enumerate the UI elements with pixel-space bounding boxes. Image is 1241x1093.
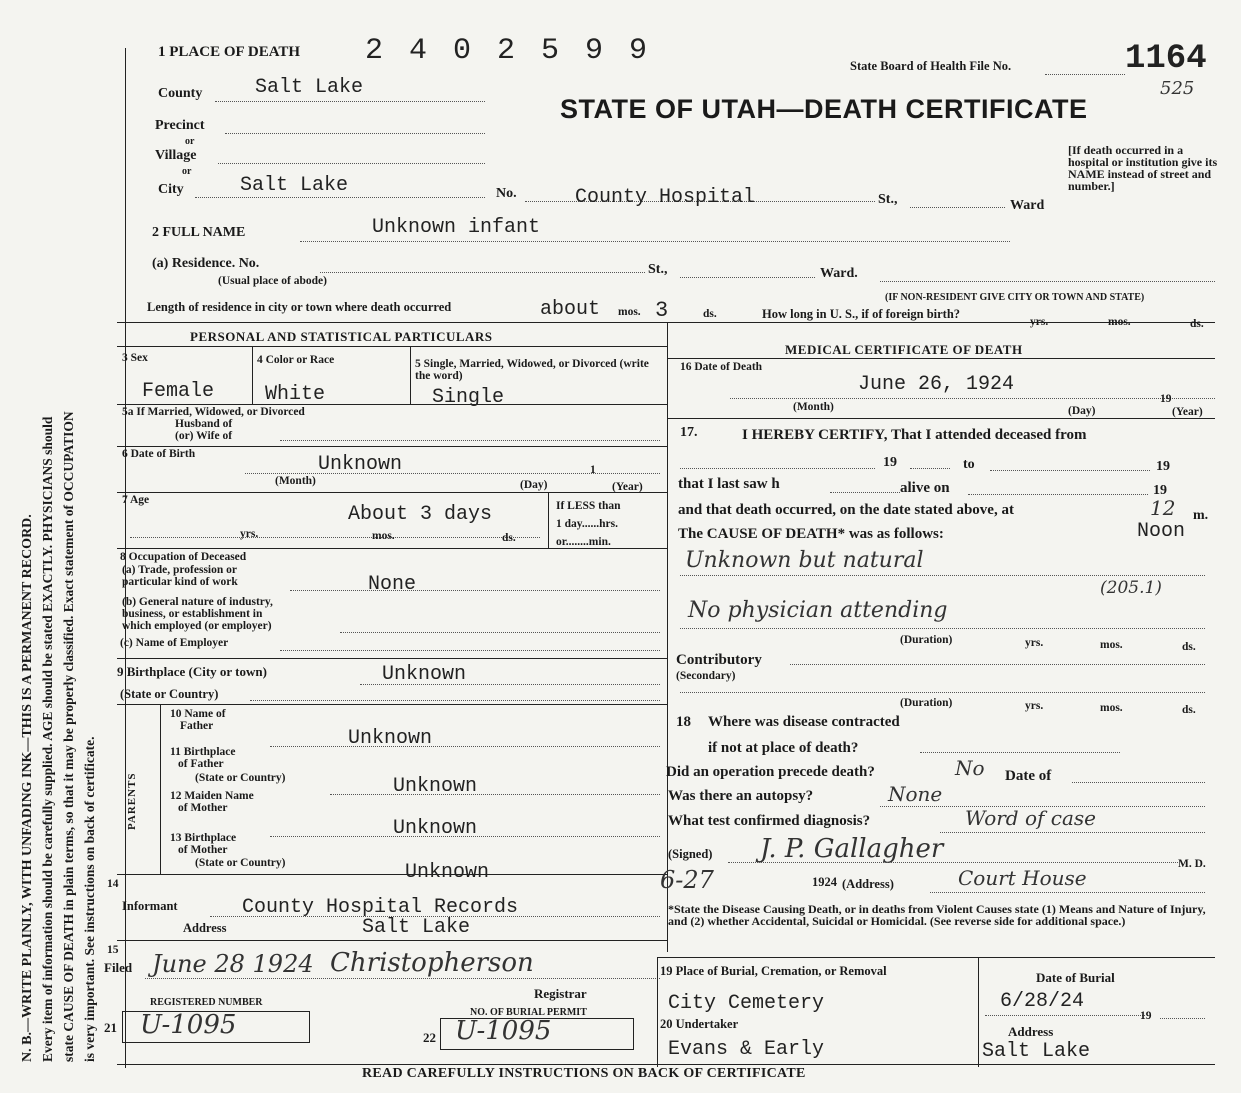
place-of-death-label: 1 PLACE OF DEATH	[158, 44, 301, 60]
signature-date: 6-27	[660, 866, 714, 894]
st-label: St.,	[878, 192, 898, 207]
ward-label: Ward	[1010, 198, 1045, 213]
cause-code: (205.1)	[1100, 578, 1162, 598]
burial-place-value: City Cemetery	[668, 992, 825, 1015]
age-label: 7 Age	[122, 494, 150, 506]
hospital-value: County Hospital	[575, 186, 756, 209]
undertaker-label: 20 Undertaker	[660, 1017, 739, 1031]
color-label: 4 Color or Race	[257, 354, 335, 366]
date-of-death-value: June 26, 1924	[858, 373, 1015, 396]
age-value: About 3 days	[348, 503, 493, 526]
autopsy-label: Was there an autopsy?	[668, 788, 814, 804]
mother-value: Unknown	[393, 817, 478, 840]
autopsy-value: None	[888, 782, 943, 806]
undertaker-address: Salt Lake	[982, 1040, 1091, 1063]
physician-signature: J. P. Gallagher	[760, 834, 944, 864]
registrar-signature: Christopherson	[330, 948, 534, 978]
city-value: Salt Lake	[240, 174, 349, 197]
dob-value: Unknown	[318, 453, 403, 476]
burial-date-value: 6/28/24	[1000, 990, 1085, 1013]
residence-length-value: about	[540, 298, 601, 321]
disease-contracted-label: Where was disease contracted	[708, 714, 900, 730]
color-value: White	[265, 383, 326, 406]
burial-date-label: Date of Burial	[1036, 970, 1115, 985]
cause-footnote: *State the Disease Causing Death, or in deaths from Violent Causes state (1) Means and Nature of Injury, and (2) whether Accidental, Suicidal or Homicidal. (See reverse side for additional space.)	[668, 902, 1206, 928]
filed-label: Filed	[104, 960, 133, 975]
test-label: What test confirmed diagnosis?	[668, 813, 871, 829]
parents-label: PARENTS	[126, 772, 138, 830]
date-of-death-label: 16 Date of Death	[680, 361, 763, 373]
informant-address-label: Address	[183, 921, 227, 935]
operation-label: Did an operation precede death?	[666, 764, 875, 780]
birthplace-label: 9 Birthplace (City or town)	[117, 664, 267, 679]
file-no: 1164	[1125, 40, 1207, 78]
full-name-label: 2 FULL NAME	[152, 225, 246, 240]
residence-label: (a) Residence. No.	[152, 256, 260, 271]
stamp-number: 2 4 0 2 5 9 9	[365, 34, 652, 68]
death-hour: 12	[1150, 496, 1176, 520]
certify-line-1: I HEREBY CERTIFY, That I attended deceased from	[742, 427, 1087, 443]
city-label: City	[158, 182, 184, 197]
death-time-noon: Noon	[1137, 520, 1186, 543]
sex-value: Female	[142, 380, 215, 403]
test-value: Word of case	[965, 806, 1096, 830]
mother-birthplace-value: Unknown	[405, 861, 490, 884]
footer-instructions: READ CAREFULLY INSTRUCTIONS ON BACK OF CERTIFICATE	[362, 1066, 806, 1081]
side-note-4: is very important. See instructions on back of certificate.	[82, 736, 97, 1062]
physician-address: Court House	[958, 866, 1087, 890]
side-note-1: N. B.—WRITE PLAINLY, WITH UNFADING INK—THIS IS A PERMANENT RECORD.	[20, 514, 35, 1062]
birthplace-value: Unknown	[382, 663, 467, 686]
village-label: Village	[155, 148, 197, 163]
nonresident-note: (IF NON-RESIDENT GIVE CITY OR TOWN AND STATE)	[885, 292, 1145, 303]
cause-line-1: Unknown but natural	[685, 548, 924, 573]
contributory-label: Contributory	[676, 652, 762, 668]
residence-days-value: 3	[655, 298, 669, 323]
side-note-2: Every item of information should be carefully supplied. AGE should be stated EXACTLY. PHYSICIANS should	[40, 416, 55, 1062]
file-no-extra: 525	[1160, 78, 1195, 99]
usual-abode-label: (Usual place of abode)	[218, 275, 327, 287]
county-label: County	[158, 86, 203, 101]
occupation-label: 8 Occupation of Deceased	[120, 551, 247, 563]
precinct-label: Precinct	[155, 118, 205, 133]
full-name-value: Unknown infant	[372, 216, 541, 239]
filed-date: June 28 1924	[152, 950, 314, 978]
cause-line-2: No physician attending	[688, 598, 948, 623]
foreign-birth-label: How long in U. S., if of foreign birth?	[762, 307, 961, 321]
father-value: Unknown	[348, 727, 433, 750]
no-label: No.	[496, 186, 517, 201]
marital-label: 5 Single, Married, Widowed, or Divorced (write the word)	[415, 358, 649, 382]
medical-heading: MEDICAL CERTIFICATE OF DEATH	[785, 342, 1023, 357]
side-note-3: state CAUSE OF DEATH in plain terms, so that it may be properly classified. Exact statement of OCCUPATION	[61, 411, 76, 1062]
informant-label: Informant	[122, 899, 178, 913]
hospital-note: [If death occurred in a hospital or institution give its NAME instead of street and number.]	[1068, 143, 1218, 193]
certificate-title: STATE OF UTAH—DEATH CERTIFICATE	[560, 94, 1088, 124]
operation-value: No	[955, 756, 985, 780]
occupation-value: None	[368, 573, 417, 596]
informant-address-value: Salt Lake	[362, 916, 471, 939]
registrar-label: Registrar	[534, 986, 587, 1001]
dob-label: 6 Date of Birth	[122, 448, 196, 460]
registered-number: U-1095	[140, 1010, 237, 1040]
marital-value: Single	[432, 386, 505, 409]
burial-permit-number: U-1095	[455, 1016, 552, 1046]
father-birthplace-value: Unknown	[393, 775, 478, 798]
certify-line-4: and that death occurred, on the date stated above, at	[678, 502, 1014, 518]
sex-label: 3 Sex	[122, 352, 148, 364]
burial-place-label: 19 Place of Burial, Cremation, or Removal	[660, 964, 887, 978]
signed-label: (Signed)	[668, 847, 713, 861]
personal-heading: PERSONAL AND STATISTICAL PARTICULARS	[190, 329, 493, 344]
file-no-label: State Board of Health File No.	[850, 59, 1012, 73]
cause-label: The CAUSE OF DEATH* was as follows:	[678, 526, 944, 542]
residence-length-label: Length of residence in city or town where death occurred	[147, 300, 452, 314]
informant-value: County Hospital Records	[242, 896, 519, 919]
county-value: Salt Lake	[255, 76, 364, 99]
undertaker-value: Evans & Early	[668, 1038, 825, 1061]
